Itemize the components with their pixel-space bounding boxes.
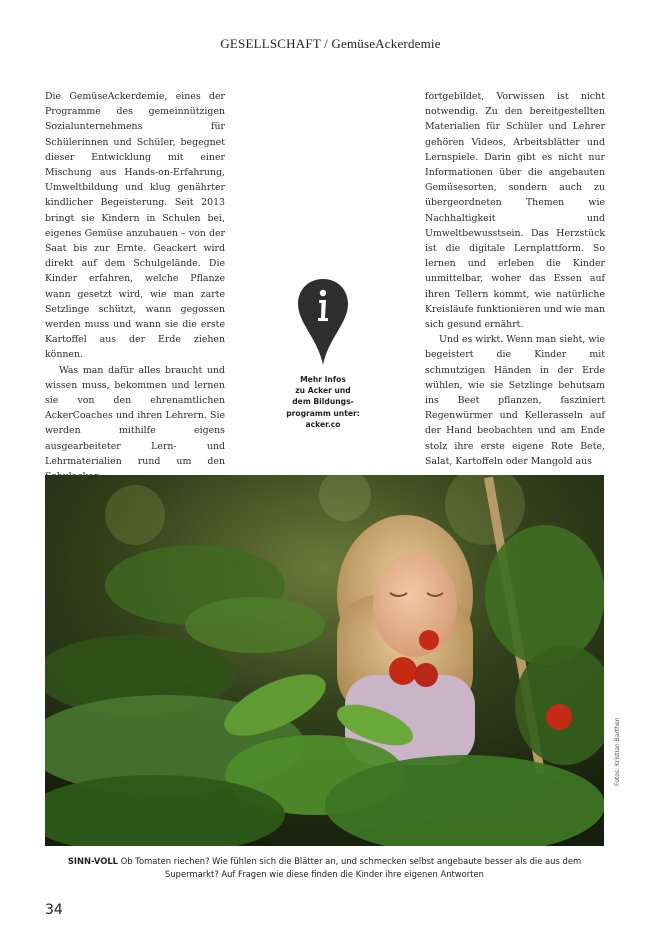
article-paragraph: Die GemüseAckerdemie, eines der Programme des gemeinnützigen Sozialunternehmens für Schülerinnen und Schüler, begegnet dieser Entwicklung mit einer Mischung aus Hands-on-Erfahrung, Umweltbildung und klug genährter kindlicher Begeisterung. Seit 2013 bringt sie Kindern in Schulen bei, eigenes Gemüse anzubauen – von der Saat bis zur Ernte. Geackert wird direkt auf dem Schulgelände. Die Kinder erfahren, welche Pflanze wann gesetzt wird, wie man zarte Setzlinge schützt, wann gegossen werden muss und wann sie die erste Kartoffel aus der Erde ziehen können. xyxy=(45,91,225,361)
article-photo xyxy=(45,475,604,846)
info-line: Mehr Infos xyxy=(300,375,346,384)
info-box xyxy=(280,374,366,430)
info-line: zu Acker und xyxy=(295,386,351,396)
photo-illustration xyxy=(45,475,604,846)
info-line: programm unter: xyxy=(286,408,360,418)
section-header: GESELLSCHAFT / GemüseAckerdemie xyxy=(220,36,441,51)
info-line: dem Bildungs- xyxy=(292,397,354,407)
info-link[interactable]: acker.co xyxy=(305,419,341,429)
article-paragraph: Und es wirkt. Wenn man sieht, wie begeistert die Kinder mit schmutzigen Händen in der Erde wühlen, wie sie Setzlinge behutsam ins Beet pflanzen, fasziniert Regenwürmer und Kellerasseln auf der Hand beobachten und am Ende stolz ihre erste eigene Rote Bete, Salat, Kartoffeln oder Mangold aus xyxy=(425,334,605,467)
info-pin-icon xyxy=(296,277,350,367)
article-column-left xyxy=(45,89,225,484)
article-paragraph: Was man dafür alles braucht und wissen muss, bekommen und lernen sie von den ehrenamtlichen AckerCoaches und ihren Lehrern. Sie werden mithilfe eigens ausgearbeiteter Lern- und Lehrmaterialien rund um den xyxy=(45,364,225,467)
page-number: 34 xyxy=(45,902,63,918)
photo-credit: Fotos: Kristian Barthen xyxy=(614,717,621,786)
photo-caption xyxy=(45,855,604,881)
caption-lead: SINN-VOLL xyxy=(67,856,119,866)
caption-text: Ob Tomaten riechen? Wie fühlen sich die Blätter an, und schmecken selbst angebaute besser als die aus dem Supermarkt? Auf Fragen wie diese finden die Kinder ihre eigenen Antworten xyxy=(118,856,582,880)
article-column-right xyxy=(425,89,605,469)
article-paragraph: fortgebildet, Vorwissen ist nicht notwendig. Zu den bereitgestellten Materialien für Schüler und Lehrer gehören Videos, Arbeitsblätter und Lernspiele. Darin gibt es nicht nur Informationen über die angebauten Gemüsesorten, sondern auch zu übergeordneten Themen wie Nachhaltigkeit und Umweltbewusstsein. Das Herzstück ist die digitale Lernplattform. So lernen und erleben die Kinder unmittelbar, woher das Essen auf ihren Tellern kommt, wie natürliche Kreisläufe funktionieren und wie man sich gesund ernährt. xyxy=(425,91,605,331)
